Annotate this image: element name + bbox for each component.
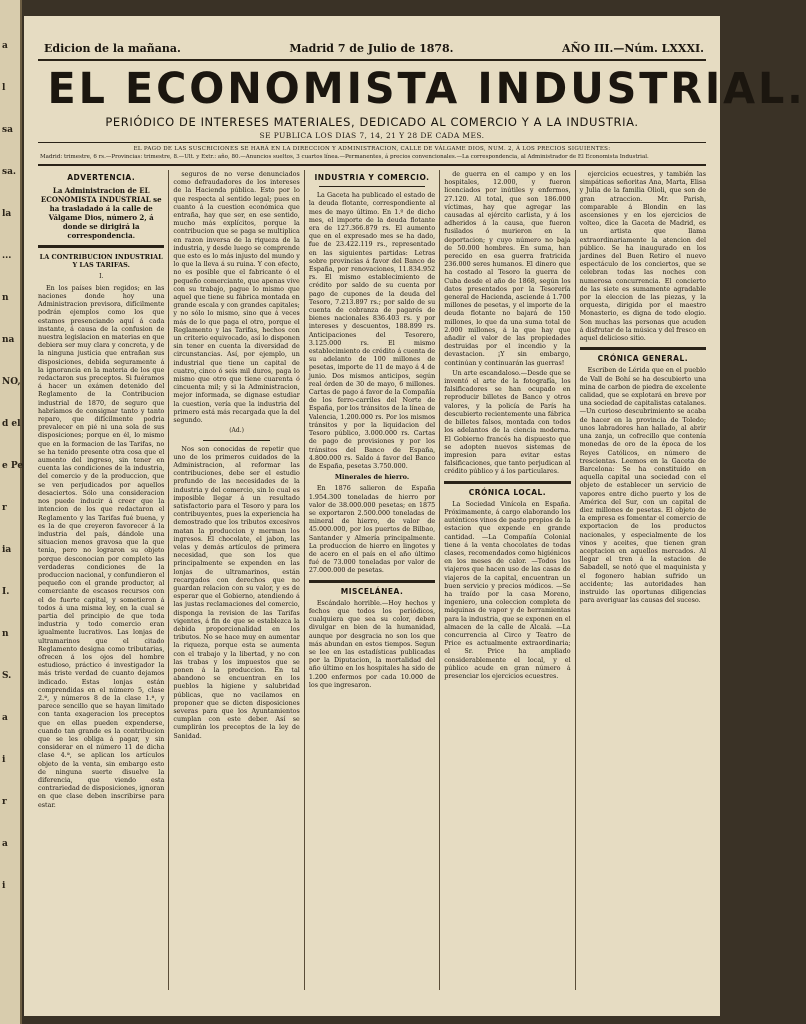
edge-fragment: la	[2, 209, 12, 219]
contribucion-heading: LA CONTRIBUCION INDUSTRIAL Y LAS TARIFAS.	[39, 253, 163, 270]
edge-fragment: sa.	[2, 167, 17, 177]
header-rule-2	[38, 142, 706, 143]
miscelanea-text: Escándalo horrible.—Hoy hechos y fechos que todos los periódicos, cualquiera que sea su color, deben divulgar en bien de la humanidad, aunque por desgracia no son los que más abundan en estos tiempos. Segun se lee en las estadísticas publicadas por la Diputacion, la mortalidad del año último en los hospitales ha sido de 1.200 enfermos por cada 10.000 de los que ingresaron.	[308, 598, 436, 689]
article-signature: (Ad.)	[229, 427, 244, 435]
edge-fragment: ...	[2, 251, 12, 261]
header-rule	[38, 59, 706, 61]
newspaper-page	[24, 16, 806, 1016]
section-divider-3	[580, 347, 706, 350]
minerales-text: En 1876 salieron de España 1.954.300 toneladas de hierro por valor de 38.000.000 pesetas; en 1875 se exportaron 2.500.000 toneladas de mineral de hierro, de valor de 45.000.000, por los puertos de Bilbao, Santander y Almería principalmente. La produccion de hierro en lingotes y de acero en el país en el año último fué de 73.000 toneladas por valor de 27.000.000 de pesetas.	[308, 484, 436, 575]
edge-fragment: n	[2, 629, 9, 639]
column-divider	[38, 245, 164, 248]
dateline-bar	[34, 16, 710, 57]
edge-fragment: I.	[2, 587, 10, 597]
edge-fragment: a	[2, 713, 8, 723]
adjacent-page-edge	[0, 0, 22, 1024]
subscription-notice: EL PAGO DE LAS SUSCRICIONES SE HARÁ EN LA DIRECCION Y ADMINISTRACION, CALLE DE VÁLGAME DIOS, NUM. 2, Á LOS PRECIOS SIGUIENTES:	[133, 146, 611, 152]
edge-fragment: r	[2, 503, 7, 513]
edge-fragment: l	[2, 83, 6, 93]
cronica-general-text: Escriben de Lérida que en el pueblo de Vall de Bohí se ha descubierto una mina de carbon de piedra de excelente calidad, que se explotará en breve por una sociedad de capitalistas catalanes. —Un curioso descubrimiento se acaba de hacer en la provincia de Toledo; unos labradores han hallado, al abrir una zanja, un cofrecillo que contenía monedas de oro de la época de los Reyes Católicos, en número de trescientas. Leemos en la Gaceta de Barcelona: Se ha constituido en aquella capital una sociedad con el objeto de establecer un servicio de vapores entre dicho puerto y los de América del Sur, con un capital de diez millones de pesetas. El objeto de la empresa es fomentar el comercio de exportacion de los productos nacionales, y especialmente de los vinos y aceites, que tienen gran aceptacion en aquellos mercados. Al llegar el tren á la estacion de Sabadell, se notó que el maquinista y el fogonero habian sufrido un accidente; las autoridades han instruido las oportunas diligencias para averiguar las causas del suceso.	[579, 366, 707, 605]
edge-fragment: ia	[2, 545, 12, 555]
column-1	[34, 170, 169, 990]
column-4	[440, 170, 575, 990]
header-rule-3	[38, 164, 706, 166]
edge-fragment: i	[2, 755, 6, 765]
arte-escandaloso-text: Un arte escandaloso.—Desde que se inventó el arte de la fotografía, los falsificadores se han ocupado en reproducir billetes de Banco y otros valores, y la policía de París ha descubierto recientemente una fábrica de billetes falsos, montada con todos los adelantos de la ciencia moderna. El Gobierno francés ha dispuesto que se adopten nuevos sistemas de impresion para evitar estas falsificaciones, que tanto perjudican al crédito público y á los particulares.	[444, 368, 571, 476]
cronica-local-heading: CRÓNICA LOCAL.	[468, 487, 547, 497]
cronica-general-heading: CRÓNICA GENERAL.	[597, 354, 689, 364]
edge-fragment: i	[2, 881, 6, 891]
contribucion-article-text: En los países bien regidos; en las naciones donde hoy una Administracion previsora, difícilmente podrán ejemplos como los que estamos presenciando aquí á cada instante, á causa de la confusion de nuestra legislacion en materias en que debiera ser muy clara y concreta, y de la ninguna justicia que entrañan sus disposiciones, debida seguramente á la ignorancia en la materia de los que redactaron sus preceptos. Si fuéramos á hacer un exámen detenido del Reglamento de la Contribucion industrial de 1870, de seguro que habríamos de consignar tanto y tanto reparo, que difícilmente podria prevalecer en pié ni una sola de sus disposiciones; porque en él, lo mismo que en la formacion de las Tarifas, no se ha tenido presente otra cosa que el aumento del ingreso, sin tener en cuenta las condiciones de la industria, del comercio y de la produccion, que se ven perjudicados por aquellos desaciertos. Sólo una consideracion nos puede inducir á creer que la intencion de los que redactaron el Reglamento y las Tarifas fué buena, y es la de que creyeron favorecer á la industria del país, dándole una situacion menos gravosa que la que tenia, pero no lograron su objeto porque desconocian por completo las verdaderas condiciones de la produccion nacional, y confundieron el pequeño con el grande productor, al comerciante de escasos recursos con el de fuerte capital, y sometieron á todos á una misma ley, en la cual se partia del principio de que toda industria y todo comercio eran igualmente lucrativos. Las lonjas de ultramarinos que el citado Reglamento designa como tributarias, ofrecen á los ojos del hombre estudioso, práctico é investigador la más triste verdad de cuanto dejamos indicado. Estas lonjas están comprendidas en el número 5, clase 2.ª, y números 8 de la clase 1.ª, y parece sencillo que se hayan limitado con tanta exageracion los preceptos que en ellas pueden expenderse, cuando tan grande es la contribucion que se les obliga á pagar, y sin considerar en el número 11 de dicha clase 4.ª, se aplican los artículos objeto de la venta, sin embargo esto de ninguna suerte disuelve la diferencia, que viendo esta contrariedad de disposiciones, ignoran en que clase deben inscribirse para estar.	[38, 283, 165, 809]
edge-fragment: n	[2, 293, 9, 303]
publication-frequency: SE PUBLICA LOS DIAS 7, 14, 21 Y 28 DE CADA MES.	[259, 131, 485, 140]
article-divider	[203, 440, 269, 441]
section-number: I.	[99, 272, 104, 280]
edition-label: Edicion de la mañana.	[44, 42, 181, 55]
miscelanea-heading: MISCELÁNEA.	[340, 586, 404, 596]
masthead-subtitle: PERIÓDICO DE INTERESES MATERIALES, DEDICADO AL COMERCIO Y A LA INDUSTRIA.	[105, 115, 639, 129]
edge-fragment: e Pe	[2, 461, 24, 471]
section-divider	[309, 580, 435, 583]
edge-fragment: a	[2, 41, 8, 51]
advertencia-heading: ADVERTENCIA.	[67, 173, 136, 182]
edge-fragment: na	[2, 335, 15, 345]
issue-label: AÑO III.—Núm. LXXXI.	[562, 42, 704, 55]
article-columns	[34, 170, 710, 990]
edge-fragment: d el	[2, 419, 21, 429]
article-continuation-text: seguros de no verse denunciados como defraudadores de los intereses de la Hacienda pública. Esto por lo que respecta al sentido legal; pues en cuanto á la cuestion económica que entraña, hay que ser, en ese sentido, mucho más explícitos, porque la contribucion que se paga se multiplica en razon inversa de la riqueza de la industria, y desde luego se comprende que esto es lo más injusto del mundo y lo que la lleva á su ruina. Y con efecto, no es posible que el fabricante ó el pequeño comerciante, que apenas vive con su trabajo, pague lo mismo que aquel que tiene su fábrica montada en grande escala y con grandes capitales; y no sólo lo mismo, sino que á veces más de lo que paga el otro, porque el Reglamento y las Tarifas, hechos con un criterio equivocado, así lo disponen sin tener en cuenta la diversidad de circunstancias. Así, por ejemplo, un industrial que tiene un capital de cuatro, cinco ó seis mil duros, paga lo mismo que otro que tiene cuarenta ó cincuenta mil; y si la Administracion, mejor informada, se dignase estudiar la cuestion, vería que la industria del primero está más recargada que la del segundo.	[173, 170, 300, 425]
article-second-text: Nos son conocidas de repetir que uno de los primeros cuidados de la Administracion, al reformar las contribuciones, debe ser el estudio profundo de las necesidades de la industria y del comercio, sin lo cual es imposible llegar á un resultado satisfactorio para el Tesoro y para los contribuyentes, pues la experiencia ha demostrado que los tributos excesivos matan la produccion y merman los ingresos. El chocolate, el jabon, las velas y demás artículos de primera necesidad, que son los que principalmente se expenden en las lonjas de ultramarinos, están recargados con derechos que no guardan relacion con su valor, y es de esperar que el Gobierno, atendiendo á las justas reclamaciones del comercio, disponga la revision de las Tarifas vigentes, á fin de que se establezca la debida proporcionalidad en los tributos. No se hace muy en aumentar la riqueza, porque esta se aumenta con el trabajo y la libertad, y no con las trabas y los impuestos que se ponen á la produccion. En tal abandono se encuentran en los pueblos la higiene y salubridad públicas, que no vacilamos en proponer que se dicten disposiciones severas para que los Ayuntamientos cumplan con este deber. Así se cumplirán los preceptos de la ley de Sanidad.	[173, 444, 300, 740]
date-label: Madrid 7 de Julio de 1878.	[289, 42, 454, 55]
cronica-local-text: La Sociedad Vinícola en España. Próximamente, á cargo elaborando los auténticos vinos de pasto propios de la estacion que expende en grande cantidad. —La Compañía Colonial tiene á la venta chocolates de todas clases, recomendados como higiénicos en los meses de calor. —Todos los viajeros que hacen uso de las casas de viajeros de la capital, encuentran un buen servicio y precios módicos. —Se ha traído por la casa Moreno, ingeniero, una coleccion completa de máquinas de vapor y de herramientas para la industria, que se exponen en el almacen de la calle de Alcalá. —La concurrencia al Circo y Teatro de Price es actualmente extraordinaria; el Sr. Price ha ampliado considerablemente el local, y el público acude en gran número á presenciar los ejercicios ecuestres.	[444, 499, 571, 680]
heading-divider	[319, 186, 425, 187]
deuda-flotante-text: La Gaceta ha publicado el estado de la deuda flotante, correspondiente al mes de mayo último. En 1.º de dicho mes, el importe de la deuda flotante era de 127.366.879 rs. El aumento que en el expresado mes se ha dado, fue de 23.422.119 rs., representado en las siguientes partidas: Letras sobre provincias á favor del Banco de España, por renovaciones, 11.834.952 rs. El mismo establecimiento de crédito por saldo de su cuenta por pago de cupones de la deuda del Tesoro, 7.213.897 rs.; por saldo de su cuenta de cobranza de pagarés de bienes nacionales 836.403 rs. y por intereses y descuentos, 188.899 rs. Anticipaciones del Tesorero, 3.125.000 rs. El mismo establecimiento de crédito á cuenta de su adelanto de 100 millones de pesetas, importe de 11 de mayo á 4 de junio. Dos mismos anticipos, según real órden de 30 de mayo, 6 millones. Cartas de pago á favor de la Compañía de los ferro-carriles del Norte de España, por los tránsitos de la línea de Valencia, 1.200.000 rs. Por los mismos tránsitos y por la liquidacion del Tesoro público, 3.000.000 rs. Cartas de pago de provisiones y por los tránsitos del Banco de España, 4.800.000 rs. Saldo á favor del Banco de España, pesetas 3.750.000.	[308, 191, 436, 470]
edge-fragment: r	[2, 797, 7, 807]
edge-fragment: S.	[2, 671, 12, 681]
column-5	[576, 170, 710, 990]
guerra-text: de guerra en el campo y en los hospitales, 12.000, y fueron licenciados por inútiles y enfermos, 27.120. Al total, que son 186.000 víctimas, hay que agregar las causadas al ejército carlista, y á los adheridos á la causa, que fueron fusilados ó murieron en la deportacion; y cuyo número no baja de 50.000 hombres. En suma, han perecido en esa guerra fratricida 236.000 seres humanos. El dinero que ha costado al Tesoro la guerra de Cuba desde el año de 1868, según los datos presentados por la Tesorería general de Hacienda, asciende á 1.700 millones de pesetas, y el importe de la deuda flotante no bajará de 150 millones, lo que da una suma total de 2.000 millones, á la que hay que añadir el valor de las propiedades destruidas por el incendio y la devastacion. ¡Y sin embargo, continúan y continuarán las guerras!	[444, 170, 571, 367]
masthead-title: EL ECONOMISTA INDUSTRIAL.	[47, 64, 806, 114]
column-3	[305, 170, 440, 990]
subscription-prices: Madrid: trimestre, 6 rs.—Provincias: trimestre, 8.—Ult. y Extr.: año, 80.—Anuncios sueltos, 3 cuartos línea.—Permanentes, á precios convencionales.—La correspondencia, al Administrador de El Economista Industrial.	[40, 154, 649, 160]
relocation-notice: La Administracion de EL ECONOMISTA INDUSTRIAL se ha trasladado á la calle de Válgame Dios, número 2, á donde se dirigirá la correspondencia.	[40, 186, 162, 241]
edge-fragment: sa	[2, 125, 13, 135]
edge-fragment: NO,	[2, 377, 21, 387]
minerales-subheading: Minerales de hierro.	[334, 473, 410, 482]
edge-fragment: a	[2, 839, 8, 849]
espectaculos-text: ejercicios ecuestres, y también las simpáticas señoritas Ana, Marta, Elisa y Julia de la familia Olioli, que son de gran atraccion. Mr. Parish, comparable á Blondin en las ascensiones y en los ejercicios de volteo, dice la Gaceta de Madrid, es un artista que llama extraordinariamente la atencion del público. Se ha inaugurado en los jardines del Buen Retiro el nuevo espectáculo de los conciertos, que se celebran todas las noches con numerosa concurrencia. El concierto de las siete es sumamente agradable por la eleccion de las piezas, y la orquesta, dirigida por el maestro Monasterio, es digna de todo elogio. Son muchas las personas que acuden á disfrutar de la música y del fresco en aquel delicioso sitio.	[579, 170, 707, 343]
column-2	[169, 170, 304, 990]
section-divider-2	[444, 481, 570, 484]
industria-comercio-heading: INDUSTRIA Y COMERCIO.	[314, 173, 430, 182]
